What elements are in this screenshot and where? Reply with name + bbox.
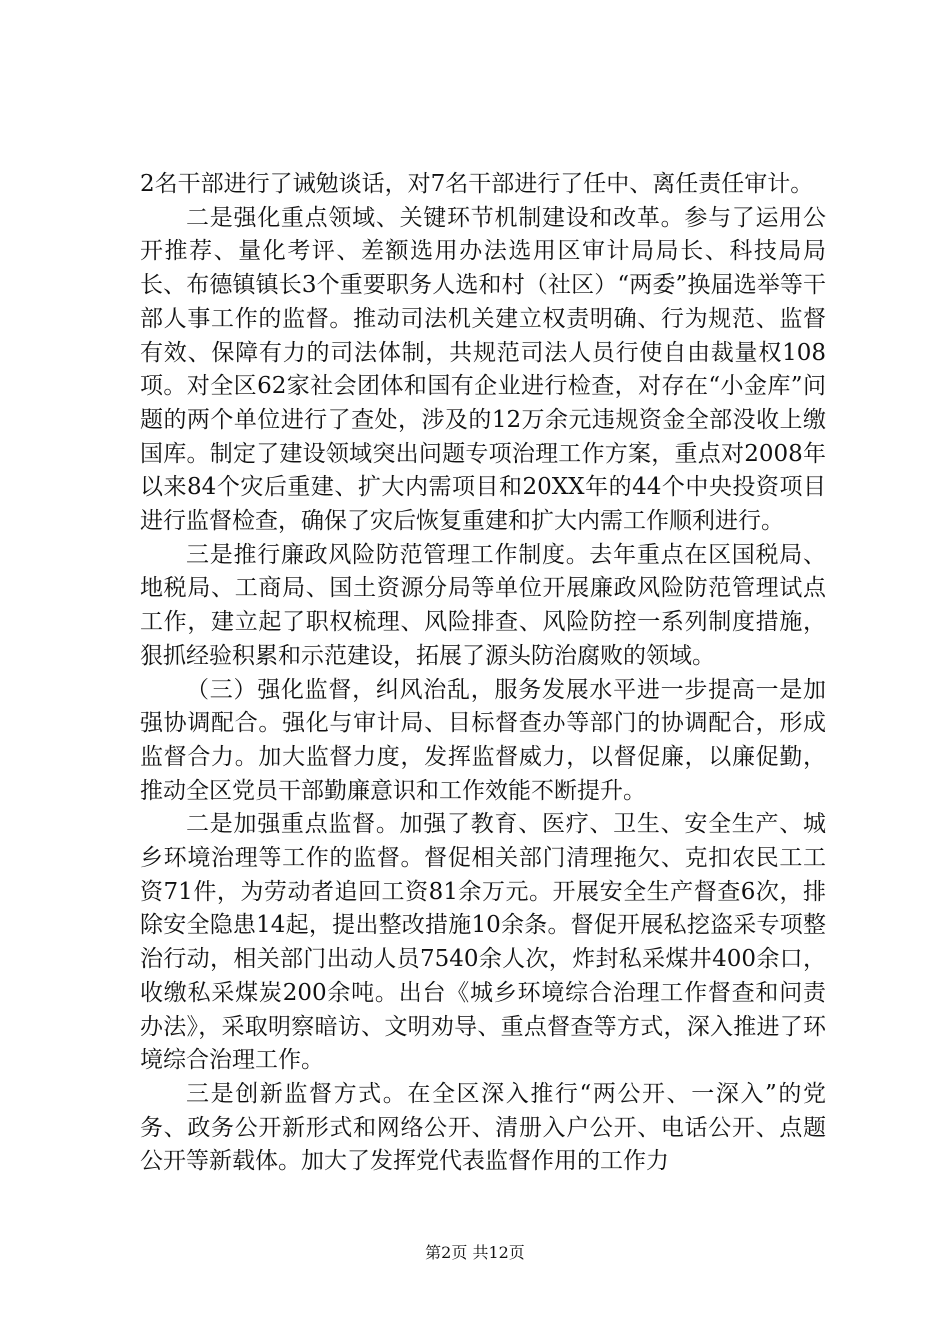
page-footer: 第2页 共12页 — [425, 1243, 525, 1262]
paragraph-5: 二是加强重点监督。加强了教育、医疗、卫生、安全生产、城乡环境治理等工作的监督。督促相关部门清理拖欠、克扣农民工工资71件，为劳动者追回工资81余万元。开展安全生产督查6次，排除安全隐患14起，提出整改措施10余条。督促开展私挖盗采专项整治行动，相关部门出动人员7540余人次，炸封私采煤井400余口，收缴私采煤炭200余吨。出台《城乡环境综合治理工作督查和问责办法》，采取明察暗访、文明劝导、重点督查等方式，深入推进了环境综合治理工作。 — [140, 811, 826, 1074]
paragraph-1: 2名干部进行了诫勉谈话，对7名干部进行了任中、离任责任审计。 — [140, 171, 814, 197]
document-body — [140, 168, 826, 1179]
paragraph-2: 二是强化重点领域、关键环节机制建设和改革。参与了运用公开推荐、量化考评、差额选用办法选用区审计局局长、科技局局长、布德镇镇长3个重要职务人选和村（社区）“两委”换届选举等干部人事工作的监督。推动司法机关建立权责明确、行为规范、监督有效、保障有力的司法体制，共规范司法人员行使自由裁量权108项。对全区62家社会团体和国有企业进行检查，对存在“小金库”问题的两个单位进行了查处，涉及的12万余元违规资金全部没收上缴国库。制定了建设领域突出问题专项治理工作方案，重点对2008年以来84个灾后重建、扩大内需项目和20XX年的44个中央投资项目进行监督检查，确保了灾后恢复重建和扩大内需工作顺利进行。 — [140, 204, 826, 535]
paragraph-3: 三是推行廉政风险防范管理工作制度。去年重点在区国税局、地税局、工商局、国土资源分局等单位开展廉政风险防范管理试点工作，建立起了职权梳理、风险排查、风险防控一系列制度措施，狠抓经验积累和示范建设，拓展了源头防治腐败的领域。 — [140, 541, 826, 669]
paragraph-6: 三是创新监督方式。在全区深入推行“两公开、一深入”的党务、政务公开新形式和网络公开、清册入户公开、电话公开、点题公开等新载体。加大了发挥党代表监督作用的工作力 — [140, 1080, 826, 1175]
paragraph-4: （三）强化监督，纠风治乱，服务发展水平进一步提高一是加强协调配合。强化与审计局、目标督查办等部门的协调配合，形成监督合力。加大监督力度，发挥监督威力，以督促廉，以廉促勤，推动全区党员干部勤廉意识和工作效能不断提升。 — [140, 676, 826, 804]
